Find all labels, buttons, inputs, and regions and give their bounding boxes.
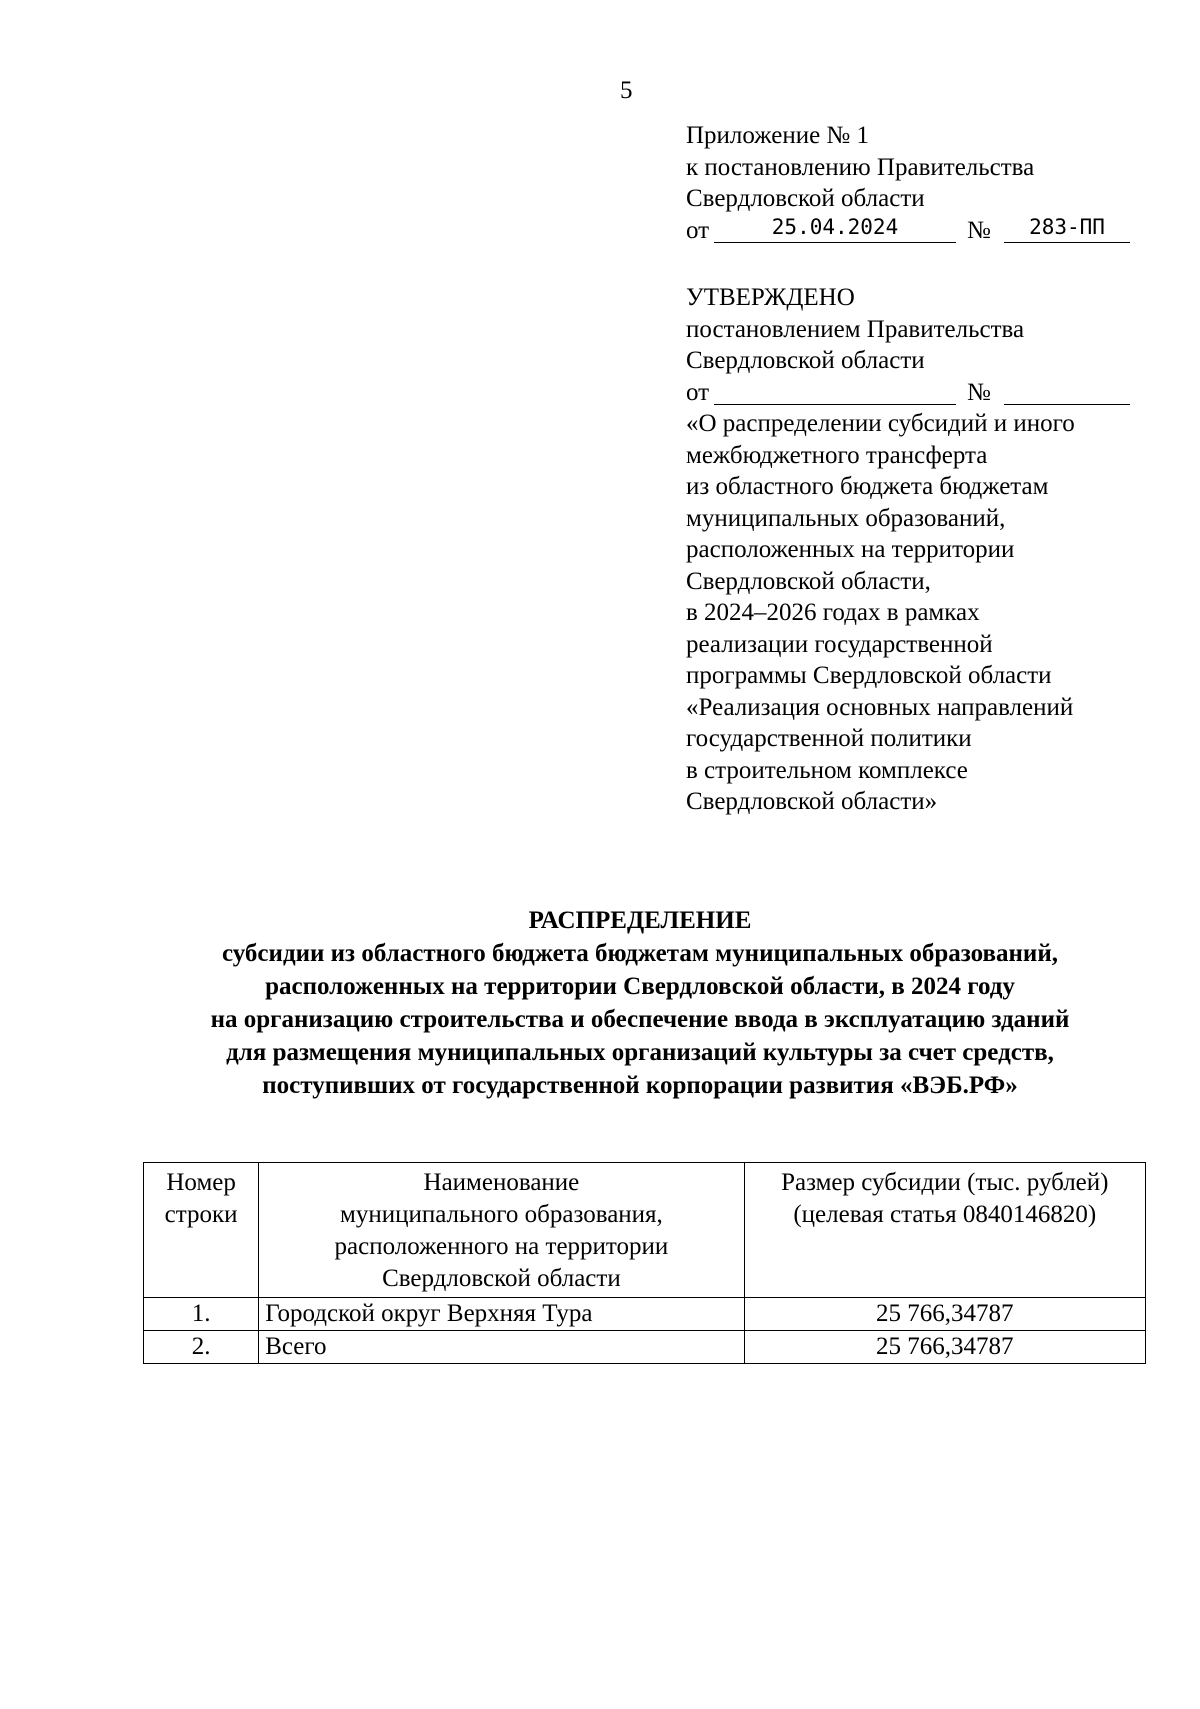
heading-line: расположенных на территории Свердловской области, в 2024 году	[265, 973, 1015, 1000]
number-label: №	[967, 378, 991, 406]
row-number: 2.	[144, 1331, 259, 1364]
approved-description-line: государственной политики	[686, 725, 972, 752]
page-number: 5	[620, 77, 633, 104]
distribution-table	[143, 1162, 1146, 1364]
heading-line: для размещения муниципальных организаций культуры за счет средств,	[226, 1039, 1054, 1066]
appendix-line: Приложение № 1	[686, 122, 870, 149]
header-row-number: Номер строки	[144, 1163, 259, 1298]
approved-description-line: реализации государственной	[686, 630, 993, 658]
heading-line: поступивших от государственной корпорации развития «ВЭБ.РФ»	[262, 1072, 1018, 1099]
table-header-row	[144, 1163, 1146, 1298]
header-subsidy-amount: Размер субсидии (тыс. рублей) (целевая статья 0840146820)	[744, 1163, 1145, 1298]
heading-title: РАСПРЕДЕЛЕНИЕ	[528, 907, 752, 934]
approved-description-line: межбюджетного трансферта	[686, 441, 988, 469]
approved-reference-line	[686, 377, 1186, 409]
approved-description-line: в строительном комплексе	[686, 756, 968, 784]
table-row	[144, 1298, 1146, 1331]
table-row	[144, 1331, 1146, 1364]
heading-line: на организацию строительства и обеспечение ввода в эксплуатацию зданий	[210, 1006, 1070, 1033]
approved-description-line: расположенных на территории	[686, 536, 1015, 563]
from-label: от	[686, 378, 710, 406]
approved-description-line: Свердловской области,	[686, 567, 931, 595]
approved-title: УТВЕРЖДЕНО	[686, 284, 855, 311]
appendix-reference-line	[686, 215, 1186, 247]
row-number: 1.	[144, 1298, 259, 1331]
appendix-line: Свердловской области	[686, 185, 925, 212]
approved-description-line: муниципальных образований,	[686, 504, 1006, 532]
number-label: №	[967, 216, 991, 244]
appendix-line: к постановлению Правительства	[686, 153, 1035, 181]
from-label: от	[686, 216, 710, 244]
municipality-name: Всего	[259, 1331, 744, 1364]
decree-number: 283-ПП	[1004, 215, 1130, 243]
subsidy-amount: 25 766,34787	[744, 1331, 1145, 1364]
approved-block	[686, 282, 1186, 818]
decree-date: 25.04.2024	[714, 215, 956, 243]
document-heading	[140, 904, 1140, 1102]
approved-line: постановлением Правительства	[686, 315, 1025, 343]
approved-description-line: из областного бюджета бюджетам	[686, 473, 1049, 500]
heading-line: субсидии из областного бюджета бюджетам муниципальных образований,	[222, 940, 1058, 967]
approved-description-line: «Реализация основных направлений	[686, 693, 1074, 721]
header-municipality: Наименование муниципального образования, расположенного на территории Свердловской области	[259, 1163, 744, 1298]
blank-number-field	[1004, 377, 1130, 405]
municipality-name: Городской округ Верхняя Тура	[259, 1298, 744, 1331]
blank-date-field	[714, 377, 956, 405]
approved-line: Свердловской области	[686, 347, 925, 374]
appendix-block	[686, 120, 1186, 246]
approved-description-line: «О распределении субсидий и иного	[686, 410, 1075, 437]
subsidy-amount: 25 766,34787	[744, 1298, 1145, 1331]
approved-description-line: в 2024–2026 годах в рамках	[686, 599, 980, 626]
approved-description-line: Свердловской области»	[686, 788, 938, 815]
approved-description-line: программы Свердловской области	[686, 662, 1052, 689]
